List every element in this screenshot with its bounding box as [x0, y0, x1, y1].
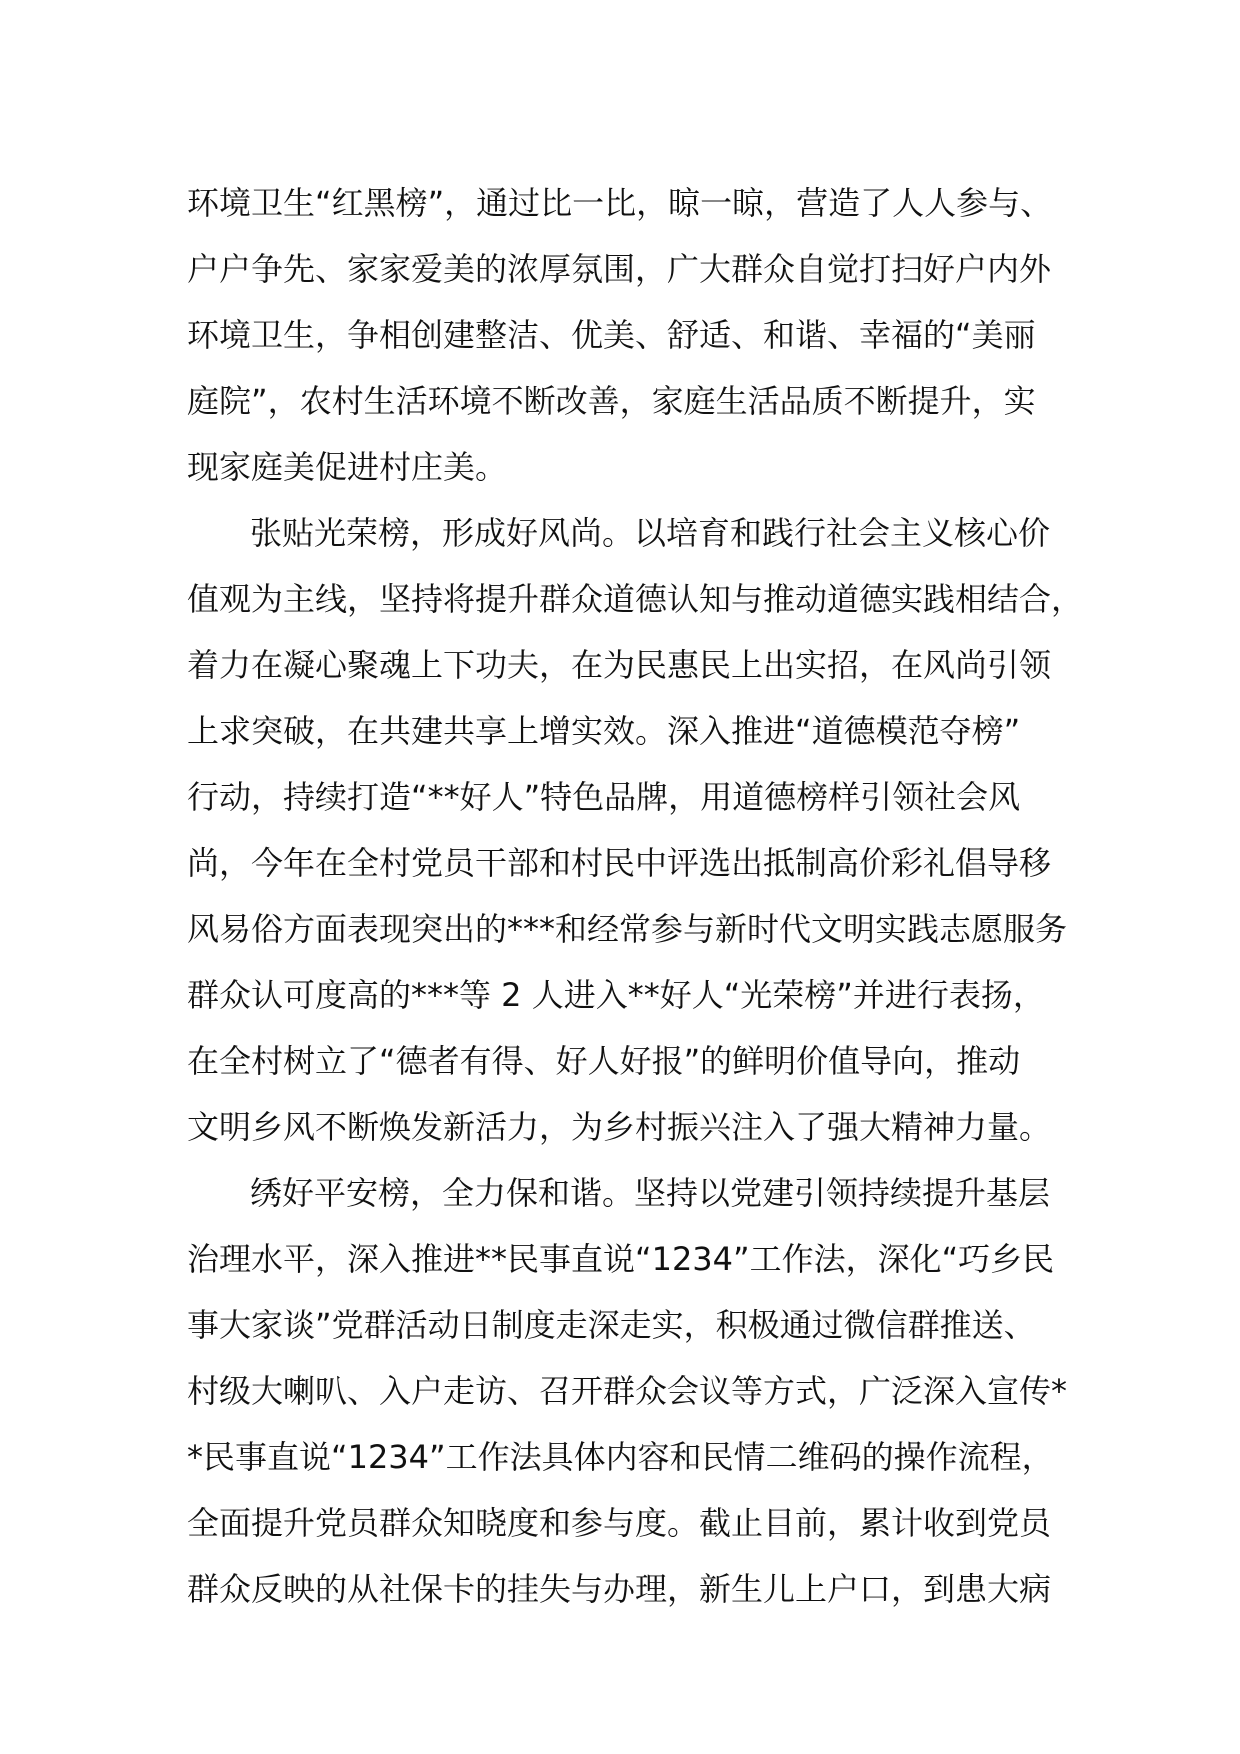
text-line: 环境卫生“红黑榜”，通过比一比，晾一晾，营造了人人参与、: [187, 184, 1053, 222]
text-line: 全面提升党员群众知晓度和参与度。截止目前，累计收到党员: [187, 1504, 1052, 1542]
text-line: 尚，今年在全村党员干部和村民中评选出抵制高价彩礼倡导移: [187, 844, 1052, 882]
paragraph-first-line: 张贴光荣榜，形成好风尚。以培育和践行社会主义核心价: [250, 514, 1051, 552]
paragraph-first-line: 绣好平安榜，全力保和谐。坚持以党建引领持续提升基层: [250, 1174, 1051, 1212]
text-line: 群众反映的从社保卡的挂失与办理，新生儿上户口，到患大病: [187, 1570, 1052, 1608]
text-line: 群众认可度高的***等 2 人进入**好人“光荣榜”并进行表扬，: [187, 976, 1045, 1014]
text-line: 事大家谈”党群活动日制度走深走实，积极通过微信群推送、: [187, 1306, 1036, 1344]
text-line: *民事直说“1234”工作法具体内容和民情二维码的操作流程，: [187, 1438, 1054, 1476]
text-line: 着力在凝心聚魂上下功夫，在为民惠民上出实招，在风尚引领: [187, 646, 1052, 684]
text-line: 现家庭美促进村庄美。: [187, 448, 508, 486]
text-line: 村级大喇叭、入户走访、召开群众会议等方式，广泛深入宣传*: [187, 1372, 1068, 1410]
text-line: 上求突破，在共建共享上增实效。深入推进“道德模范夺榜”: [187, 712, 1021, 750]
text-line: 户户争先、家家爱美的浓厚氛围，广大群众自觉打扫好户内外: [187, 250, 1052, 288]
text-line: 环境卫生，争相创建整洁、优美、舒适、和谐、幸福的“美丽: [187, 316, 1036, 354]
text-line: 治理水平，深入推进**民事直说“1234”工作法，深化“巧乡民: [187, 1240, 1055, 1278]
text-line: 文明乡风不断焕发新活力，为乡村振兴注入了强大精神力量。: [187, 1108, 1052, 1146]
text-line: 庭院”，农村生活环境不断改善，家庭生活品质不断提升，实: [187, 382, 1036, 420]
text-line: 在全村树立了“德者有得、好人好报”的鲜明价值导向，推动: [187, 1042, 1021, 1080]
text-line: 行动，持续打造“**好人”特色品牌，用道德榜样引领社会风: [187, 778, 1021, 816]
text-line: 值观为主线，坚持将提升群众道德认知与推动道德实践相结合，: [187, 580, 1084, 618]
text-line: 风易俗方面表现突出的***和经常参与新时代文明实践志愿服务: [187, 910, 1068, 948]
